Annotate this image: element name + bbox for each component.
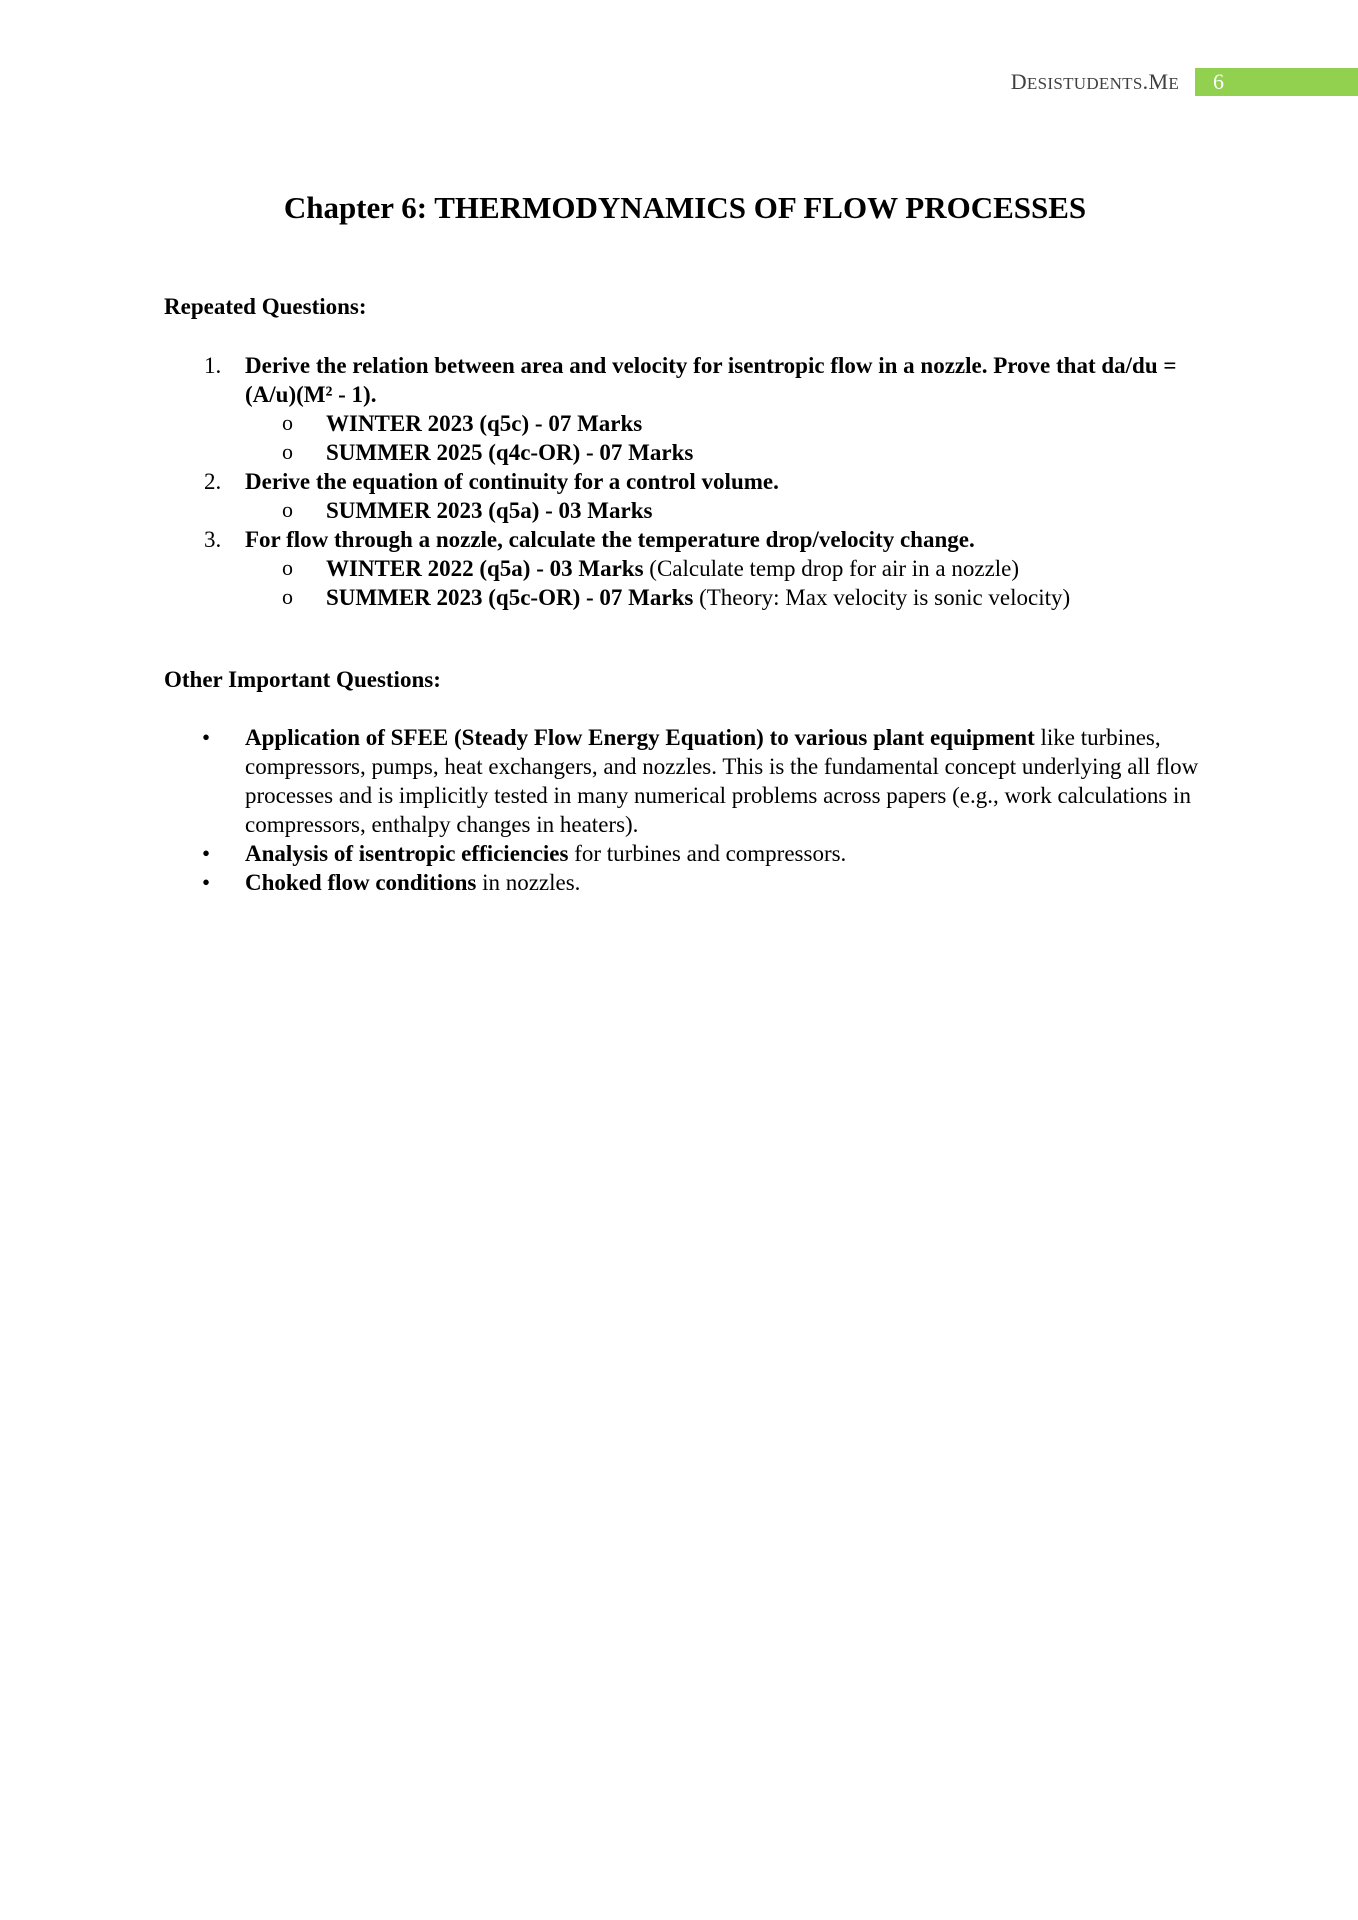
occurrence-item [245, 496, 1214, 525]
question-text: Derive the equation of continuity for a control volume. [245, 469, 779, 494]
occurrence-note: (Calculate temp drop for air in a nozzle) [643, 556, 1020, 581]
occurrence-item [245, 438, 1214, 467]
question-text: For flow through a nozzle, calculate the temperature drop/velocity change. [245, 527, 975, 552]
circle-bullet-icon: o [282, 410, 293, 435]
question-number: 2. [204, 469, 222, 494]
exam-session: WINTER 2022 (q5a) - 03 Marks [326, 556, 644, 581]
occurrence-item [245, 583, 1214, 612]
site-name-tld-rest: E [1168, 74, 1179, 93]
exam-session: SUMMER 2023 (q5a) - 03 Marks [326, 498, 653, 523]
exam-session: SUMMER 2023 (q5c-OR) - 07 Marks [326, 585, 694, 610]
circle-bullet-icon: o [282, 439, 293, 464]
site-name-rest: ESISTUDENTS [1026, 74, 1143, 93]
item-description: like turbines, compressors, pumps, heat exchangers, and nozzles. This is the fundamental concept underlying all flow processes and is implicitly tested in many numerical problems across papers (e.g., work calculations in compressors, enthalpy changes in heaters). [245, 725, 1199, 837]
item-description: in nozzles. [476, 870, 581, 895]
site-name [1011, 68, 1179, 96]
question-item [164, 467, 1214, 525]
exam-session: WINTER 2023 (q5c) - 07 Marks [326, 411, 643, 436]
bullet-icon: • [202, 841, 211, 866]
repeated-questions-heading: Repeated Questions: [164, 294, 367, 319]
list-item [164, 839, 1214, 868]
page-header [1011, 68, 1358, 96]
question-occurrences [245, 409, 1214, 467]
site-name-tld-initial: M [1148, 69, 1169, 94]
item-description: for turbines and compressors. [568, 841, 847, 866]
page-number-badge: 6 [1195, 68, 1358, 96]
other-questions-list [164, 723, 1214, 897]
occurrence-item [245, 554, 1214, 583]
list-item [164, 723, 1214, 839]
question-text: Derive the relation between area and velocity for isentropic flow in a nozzle. Prove that da/du = (A/u)(M² - 1). [245, 353, 1177, 407]
question-number: 1. [204, 353, 222, 378]
bullet-icon: • [202, 725, 211, 750]
bullet-icon: • [202, 870, 211, 895]
exam-session: SUMMER 2025 (q4c-OR) - 07 Marks [326, 440, 694, 465]
list-item [164, 868, 1214, 897]
item-topic: Application of SFEE (Steady Flow Energy Equation) to various plant equipment [245, 725, 1035, 750]
occurrence-note: (Theory: Max velocity is sonic velocity) [693, 585, 1071, 610]
occurrence-item [245, 409, 1214, 438]
item-topic: Analysis of isentropic efficiencies [245, 841, 569, 866]
chapter-title: Chapter 6: THERMODYNAMICS OF FLOW PROCESSES [283, 190, 1087, 225]
repeated-questions-list [164, 351, 1214, 612]
item-topic: Choked flow conditions [245, 870, 477, 895]
question-number: 3. [204, 527, 222, 552]
question-item [164, 525, 1214, 612]
site-name-dot: . [1142, 69, 1149, 94]
question-occurrences [245, 496, 1214, 525]
circle-bullet-icon: o [282, 555, 293, 580]
circle-bullet-icon: o [282, 497, 293, 522]
question-item [164, 351, 1214, 467]
site-name-initial: D [1010, 69, 1027, 94]
other-questions-heading: Other Important Questions: [164, 667, 441, 692]
question-occurrences [245, 554, 1214, 612]
circle-bullet-icon: o [282, 584, 293, 609]
